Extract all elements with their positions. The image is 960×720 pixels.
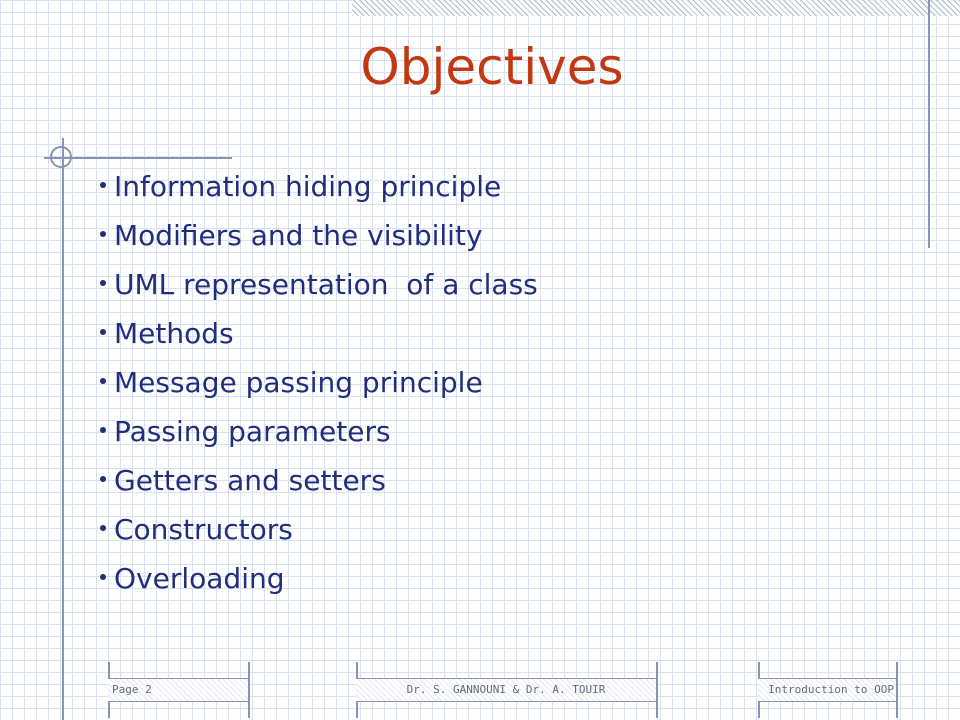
footer-authors: Dr. S. GANNOUNI & Dr. A. TOUIR bbox=[356, 678, 656, 702]
objective-item bbox=[100, 311, 538, 360]
bullet-icon bbox=[100, 476, 106, 482]
objectives-list bbox=[100, 164, 538, 605]
decorative-horizontal-line bbox=[44, 157, 232, 159]
bullet-icon bbox=[100, 280, 106, 286]
objective-text: UML representation of a class bbox=[114, 268, 538, 301]
bullet-icon bbox=[100, 378, 106, 384]
objective-text: Overloading bbox=[114, 562, 285, 595]
footer-divider bbox=[896, 662, 898, 718]
footer-divider bbox=[656, 662, 658, 718]
bullet-icon bbox=[100, 574, 106, 580]
decorative-circle bbox=[50, 146, 72, 168]
objective-text: Modifiers and the visibility bbox=[114, 219, 483, 252]
bullet-icon bbox=[100, 231, 106, 237]
bullet-icon bbox=[100, 525, 106, 531]
decorative-header-stripe bbox=[352, 0, 960, 16]
slide-footer bbox=[0, 660, 960, 720]
objective-text: Methods bbox=[114, 317, 234, 350]
objective-item bbox=[100, 409, 538, 458]
footer-course: Introduction to OOP bbox=[758, 678, 898, 702]
objective-text: Constructors bbox=[114, 513, 293, 546]
footer-divider bbox=[248, 662, 250, 718]
objective-item bbox=[100, 213, 538, 262]
bullet-icon bbox=[100, 427, 106, 433]
objective-text: Passing parameters bbox=[114, 415, 391, 448]
objective-text: Information hiding principle bbox=[114, 170, 502, 203]
objective-item bbox=[100, 507, 538, 556]
objective-item bbox=[100, 458, 538, 507]
objective-item bbox=[100, 164, 538, 213]
objective-item bbox=[100, 262, 538, 311]
objective-item bbox=[100, 360, 538, 409]
slide-title: Objectives bbox=[360, 38, 624, 96]
objective-item bbox=[100, 556, 538, 605]
bullet-icon bbox=[100, 329, 106, 335]
objective-text: Message passing principle bbox=[114, 366, 483, 399]
bullet-icon bbox=[100, 182, 106, 188]
objective-text: Getters and setters bbox=[114, 464, 386, 497]
footer-page-number: Page 2 bbox=[108, 678, 250, 702]
decorative-left-line bbox=[62, 138, 64, 720]
